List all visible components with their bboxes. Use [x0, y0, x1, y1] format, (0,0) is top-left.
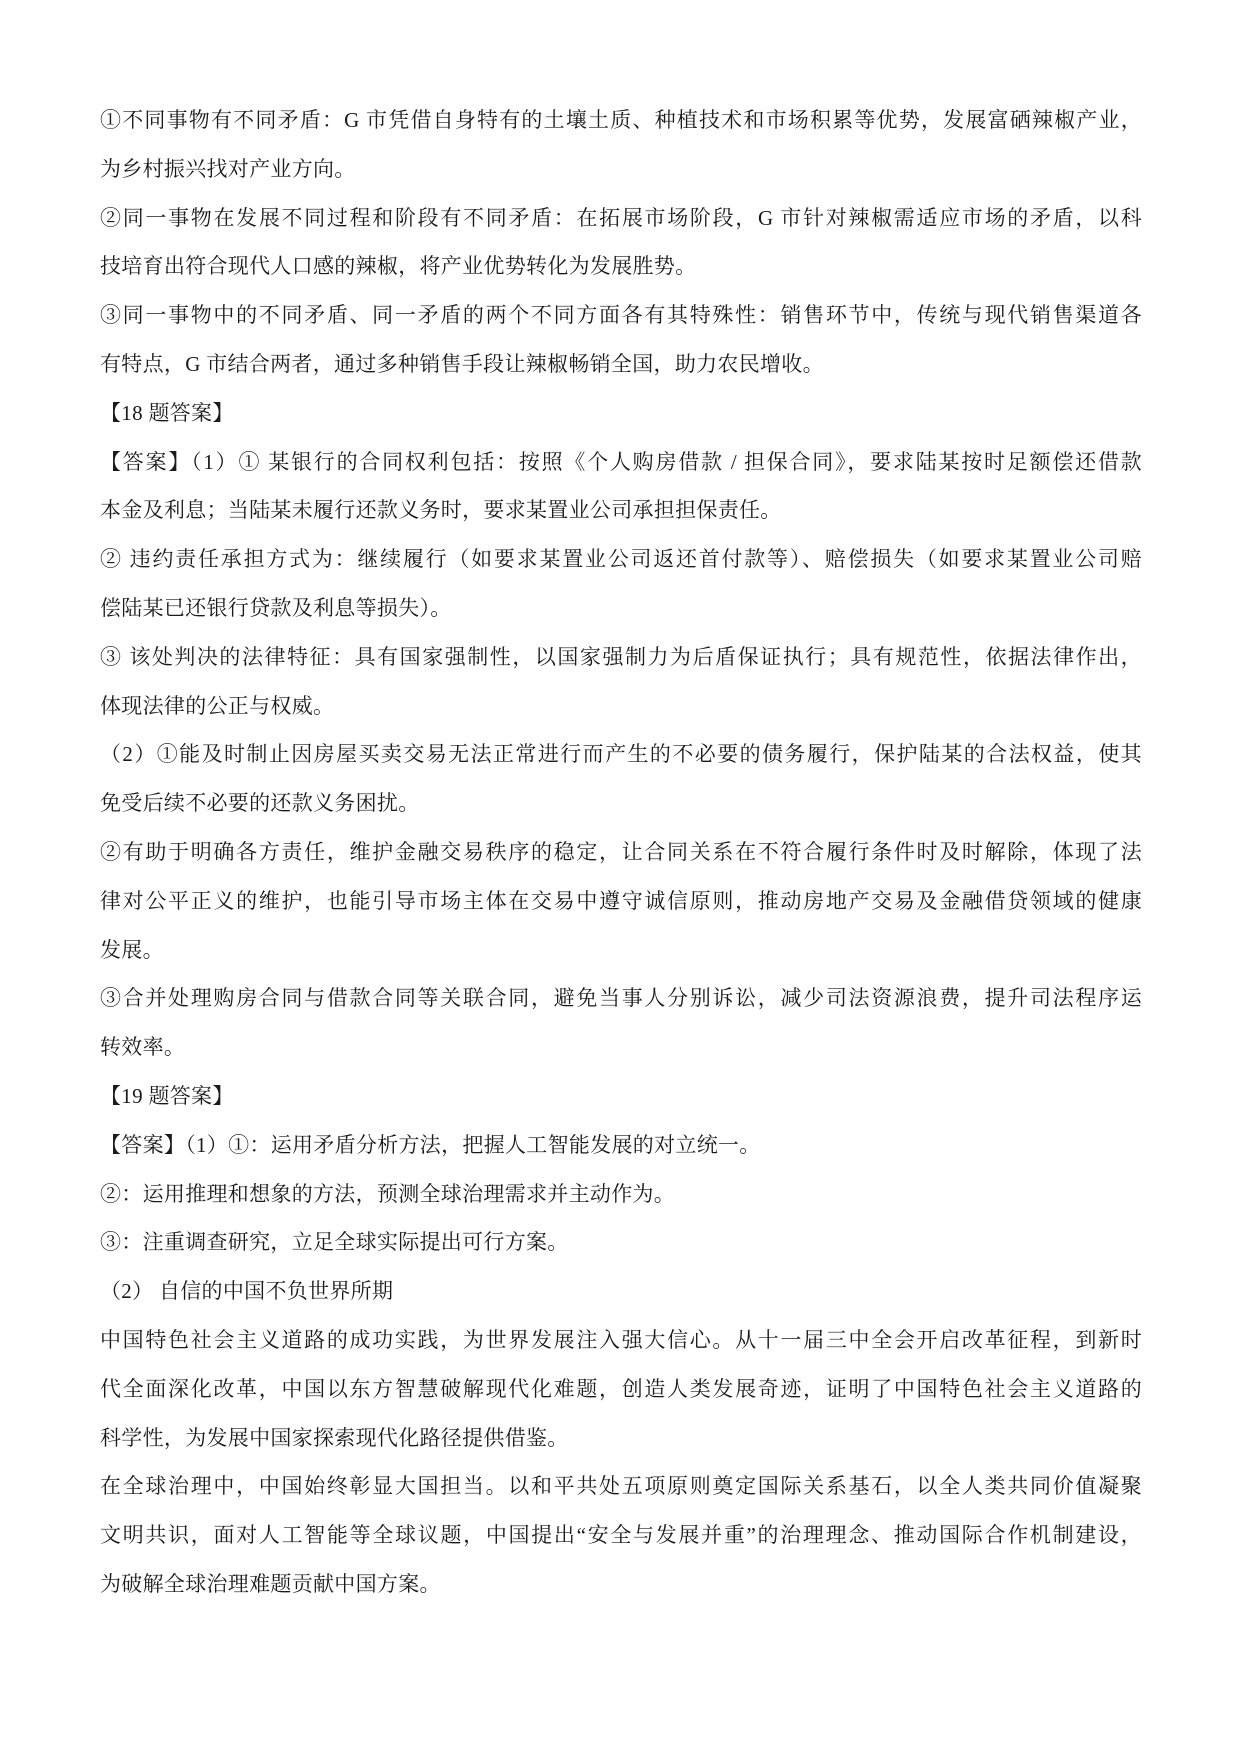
text-line: 体现法律的公正与权威。: [100, 693, 335, 718]
text-line: 代全面深化改革，中国以东方智慧破解现代化难题，创造人类发展奇迹，证明了中国特色社会主义道路的: [100, 1376, 1142, 1401]
text-line: 有特点，G 市结合两者，通过多种销售手段让辣椒畅销全国，助力农民增收。: [100, 351, 824, 376]
text-line: ③合并处理购房合同与借款合同等关联合同，避免当事人分别诉讼，减少司法资源浪费，提升司法程序运: [100, 986, 1142, 1011]
text-line: ②同一事物在发展不同过程和阶段有不同矛盾：在拓展市场阶段，G 市针对辣椒需适应市场的矛盾，以科: [100, 205, 1142, 230]
text-line: 中国特色社会主义道路的成功实践，为世界发展注入强大信心。从十一届三中全会开启改革征程，到新时: [100, 1327, 1142, 1352]
text-line: ③：注重调查研究，立足全球实际提出可行方案。: [100, 1230, 569, 1255]
text-line: 偿陆某已还银行贷款及利息等损失）。: [100, 595, 452, 620]
text-line: 本金及利息；当陆某未履行还款义务时，要求某置业公司承担担保责任。: [100, 498, 782, 523]
text-line: ③ 该处判决的法律特征：具有国家强制性，以国家强制力为后盾保证执行；具有规范性，依据法律作出，: [100, 644, 1142, 669]
text-line: ②：运用推理和想象的方法，预测全球治理需求并主动作为。: [100, 1181, 676, 1206]
document-body: [100, 96, 1142, 1609]
text-line: 发展。: [100, 937, 164, 962]
text-line: 在全球治理中，中国始终彰显大国担当。以和平共处五项原则奠定国际关系基石，以全人类共同价值凝聚: [100, 1474, 1142, 1499]
text-line: （2） 自信的中国不负世界所期: [100, 1279, 394, 1304]
text-line: 为乡村振兴找对产业方向。: [100, 156, 356, 181]
text-line: 免受后续不必要的还款义务困扰。: [100, 791, 420, 816]
text-line: 文明共识，面对人工智能等全球议题，中国提出“安全与发展并重”的治理理念、推动国际合作机制建设，: [100, 1523, 1142, 1548]
text-line: 技培育出符合现代人口感的辣椒，将产业优势转化为发展胜势。: [100, 254, 697, 279]
text-line: ①不同事物有不同矛盾：G 市凭借自身特有的土壤土质、种植技术和市场积累等优势，发展富硒辣椒产业，: [100, 108, 1142, 132]
text-line: 【答案】（1）①：运用矛盾分析方法，把握人工智能发展的对立统一。: [100, 1132, 761, 1157]
text-line: （2）①能及时制止因房屋买卖交易无法正常进行而产生的不必要的债务履行，保护陆某的合法权益，使其: [100, 742, 1142, 767]
section-header: 【18 题答案】: [100, 400, 234, 425]
text-line: 【答案】（1）① 某银行的合同权利包括：按照《个人购房借款 / 担保合同》，要求陆某按时足额偿还借款: [100, 449, 1142, 474]
text-line: 为破解全球治理难题贡献中国方案。: [100, 1571, 441, 1596]
text-line: 科学性，为发展中国家探索现代化路径提供借鉴。: [100, 1425, 569, 1450]
text-line: ② 违约责任承担方式为：继续履行（如要求某置业公司返还首付款等）、赔偿损失（如要求某置业公司赔: [100, 547, 1142, 572]
text-line: ③同一事物中的不同矛盾、同一矛盾的两个不同方面各有其特殊性：销售环节中，传统与现代销售渠道各: [100, 303, 1142, 328]
text-line: ②有助于明确各方责任，维护金融交易秩序的稳定，让合同关系在不符合履行条件时及时解除，体现了法: [100, 839, 1142, 864]
text-line: 转效率。: [100, 1035, 186, 1060]
section-header: 【19 题答案】: [100, 1083, 234, 1108]
text-line: 律对公平正义的维护，也能引导市场主体在交易中遵守诚信原则，推动房地产交易及金融借贷领域的健康: [100, 888, 1142, 913]
